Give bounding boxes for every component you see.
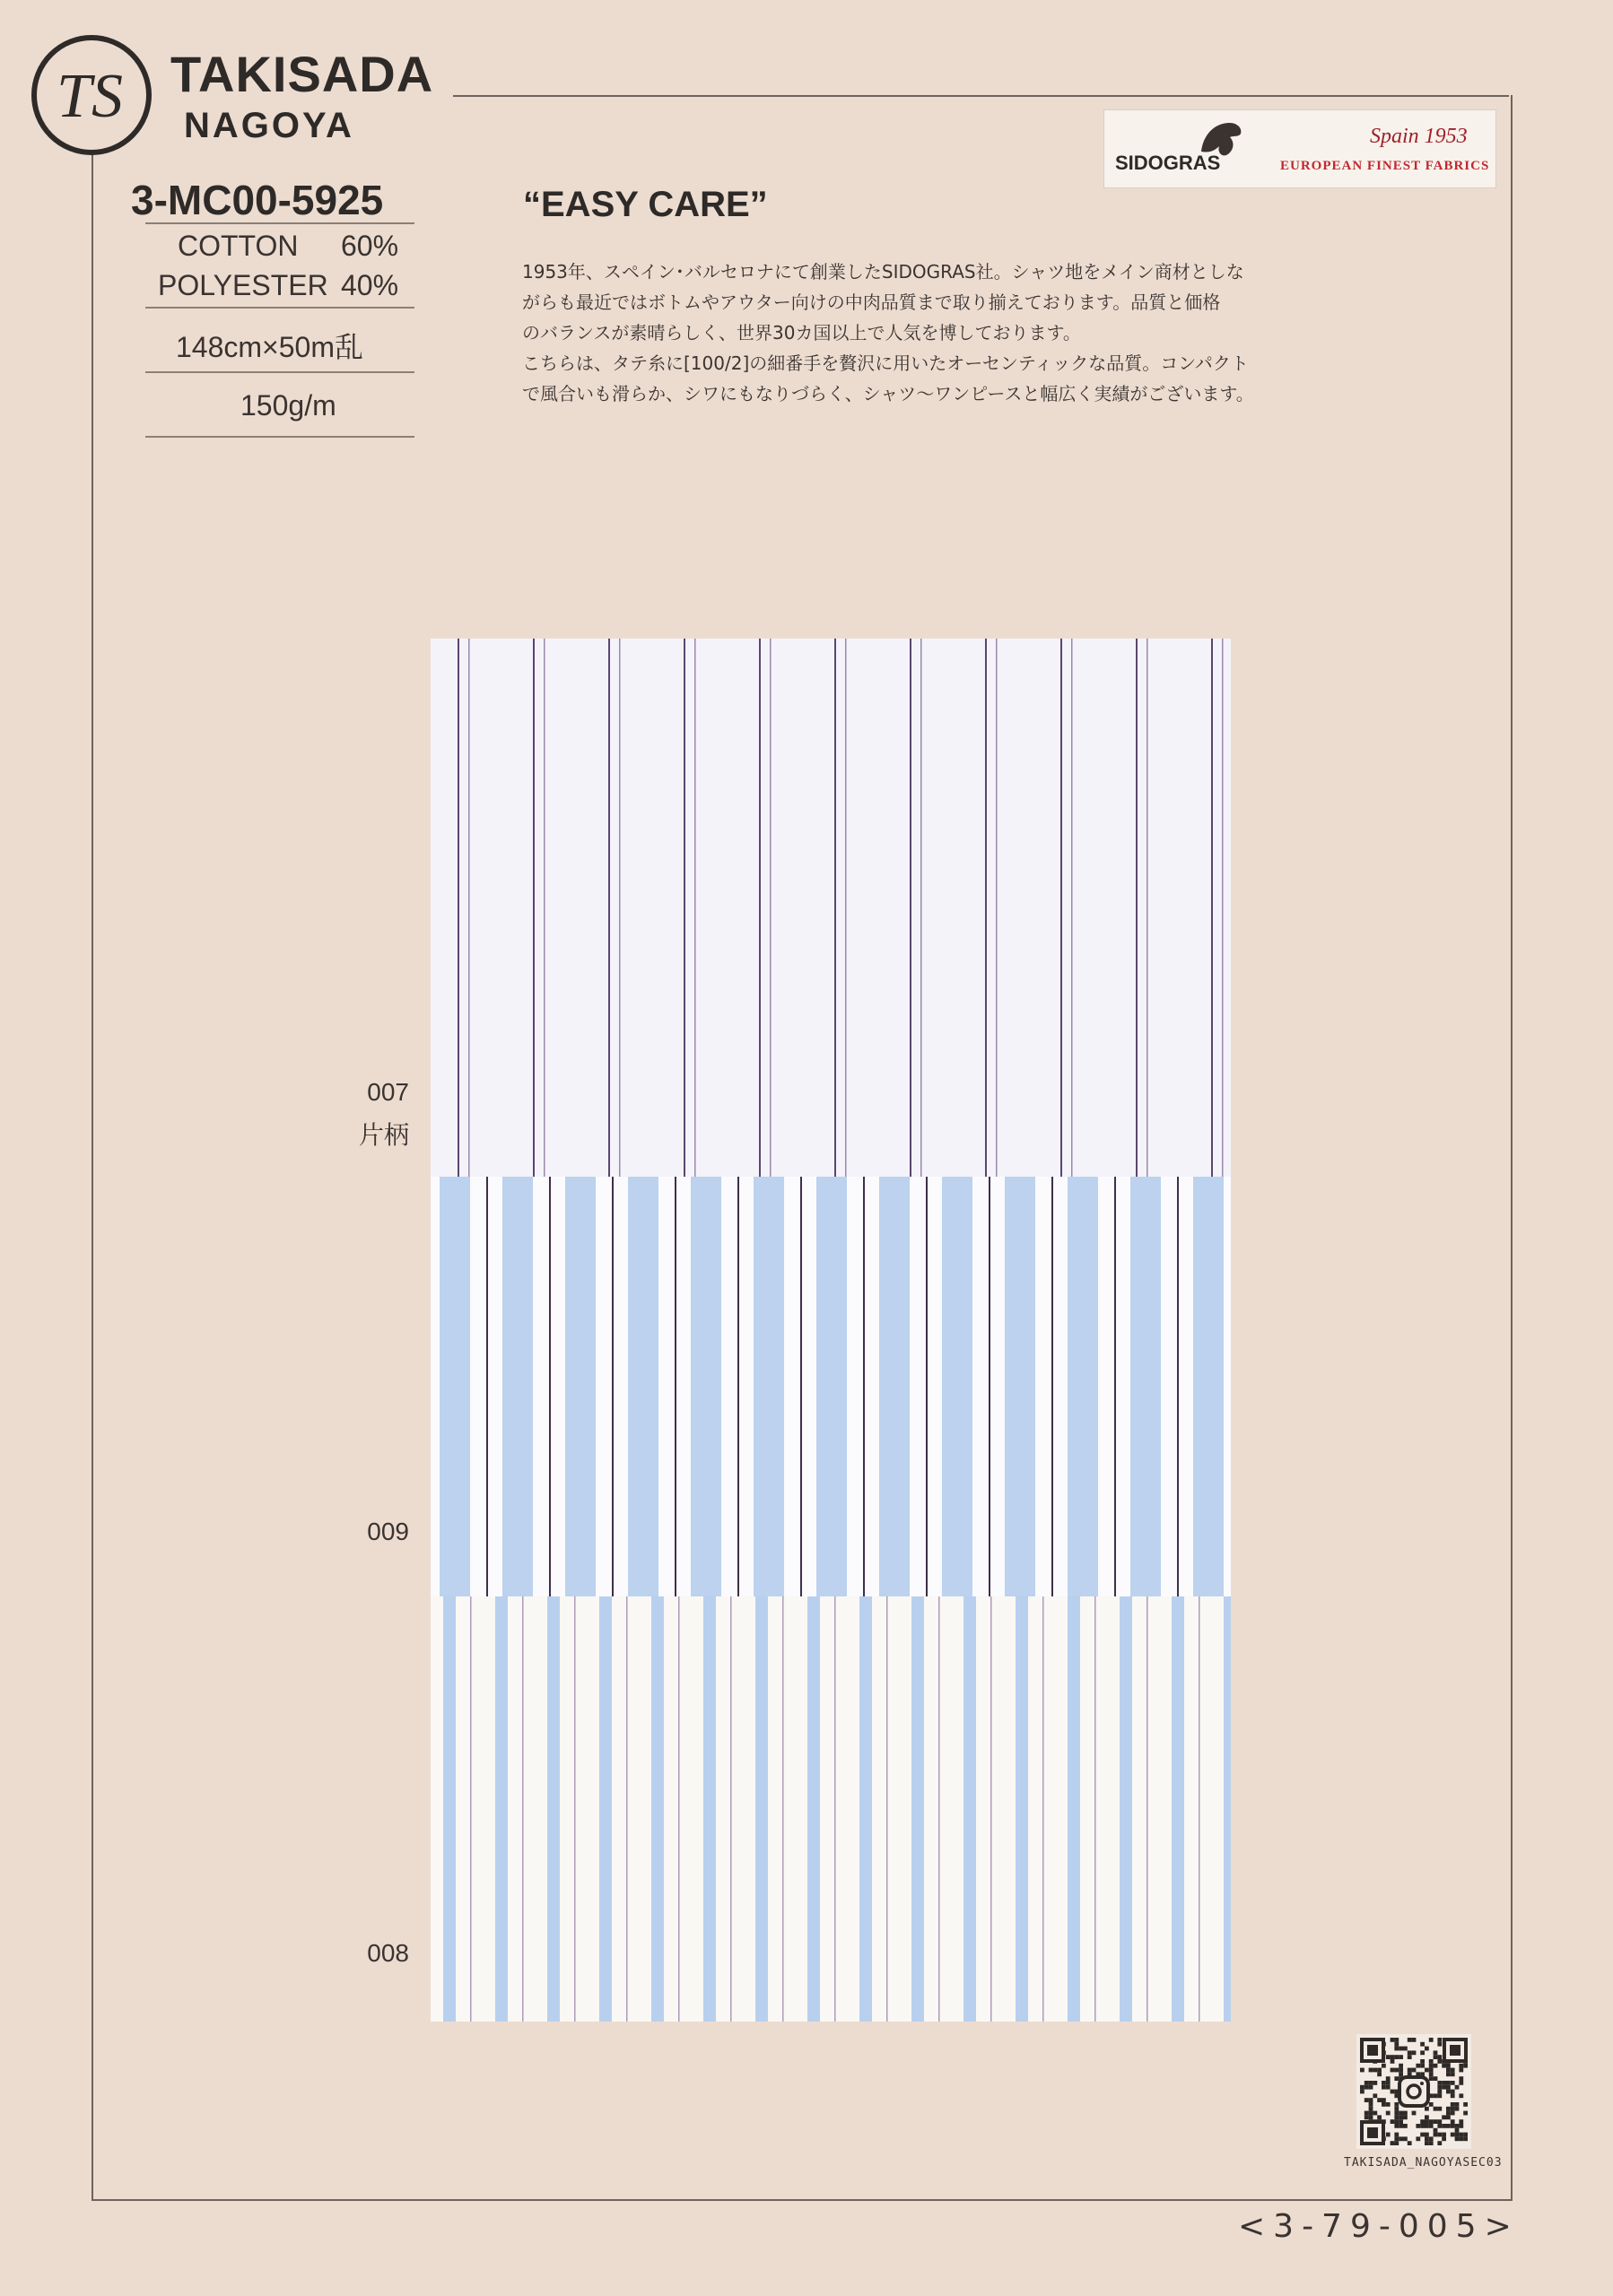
description-line: がらも最近ではボトムやアウター向けの中肉品質まで取り揃えております。品質と価格 [522, 291, 1221, 313]
spec-divider [145, 307, 414, 309]
swatch-code-009: 009 [367, 1518, 409, 1545]
description-line: のバランスが素晴らしく、世界30カ国以上で人気を博しております。 [522, 322, 1081, 344]
swatch-code-007: 007 [367, 1078, 409, 1106]
brand-location: NAGOYA [184, 106, 354, 145]
instagram-handle: TAKISADA_NAGOYASEC03 [1344, 2156, 1503, 2170]
swatch-note-007: 片柄 [358, 1121, 409, 1149]
spec-divider [145, 222, 414, 224]
sidogras-year: Spain 1953 [1370, 125, 1468, 148]
page-number: <3-79-005> [1238, 2208, 1520, 2245]
fabric-swatch-009 [431, 1177, 1231, 1600]
description-line: こちらは、タテ糸に[100/2]の細番手を贅沢に用いたオーセンティックな品質。コンパクト [522, 352, 1249, 374]
description-line: で風合いも滑らか、シワにもなりづらく、シャツ～ワンピースと幅広く実績がございます。 [522, 383, 1254, 404]
fabric-swatch-007 [431, 639, 1231, 1182]
swatch-code-008: 008 [367, 1939, 409, 1967]
qr-code[interactable] [1356, 2034, 1471, 2149]
brand-name: TAKISADA [170, 46, 434, 102]
fabric-weight: 150g/m [240, 389, 336, 422]
spec-divider [145, 371, 414, 373]
logo-monogram: TS [57, 62, 123, 131]
description-line: 1953年、スペイン･バルセロナにて創業したSIDOGRAS社。シャツ地をメイン商材としな [522, 261, 1244, 283]
product-description [522, 257, 1258, 409]
product-code: 3-MC00-5925 [131, 177, 384, 223]
instagram-icon [1399, 2077, 1428, 2106]
composition-fiber-1: COTTON [178, 230, 299, 262]
sidogras-badge [1103, 109, 1496, 188]
header-rule [453, 95, 1509, 97]
composition-percent-2: 40% [341, 269, 399, 301]
sidogras-name: SIDOGRAS [1115, 152, 1221, 174]
sidogras-tagline: EUROPEAN FINEST FABRICS [1280, 159, 1490, 173]
fabric-swatch-008 [431, 1596, 1231, 2022]
composition-fiber-2: POLYESTER [158, 269, 328, 301]
product-title: “EASY CARE” [523, 185, 768, 224]
takisada-logo-icon [31, 34, 153, 156]
fabric-size: 148cm×50m乱 [176, 331, 363, 363]
composition-percent-1: 60% [341, 230, 399, 262]
spec-divider [145, 436, 414, 438]
